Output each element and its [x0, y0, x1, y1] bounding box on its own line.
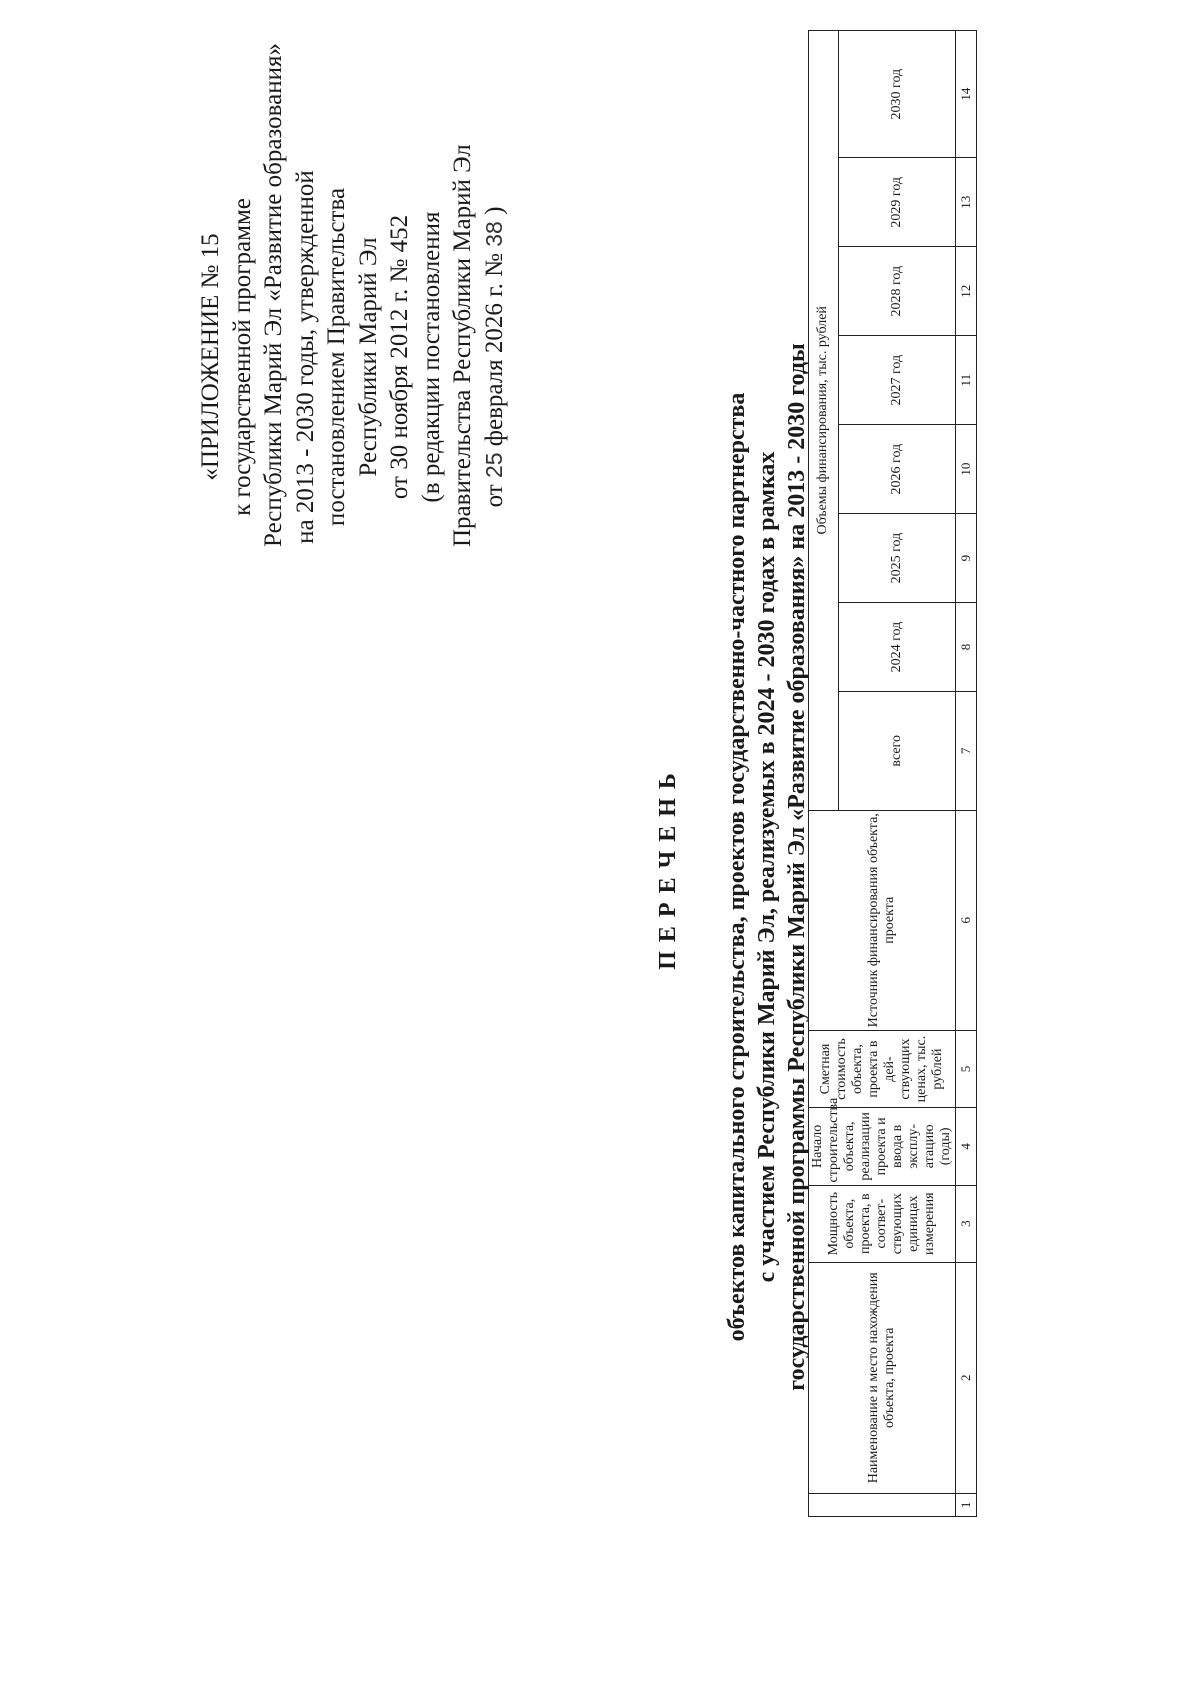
title-line: объектов капитального строительства, проектов государственно-частного партнерства — [724, 392, 750, 1342]
appendix-line: «ПРИЛОЖЕНИЕ № 15 — [197, 233, 224, 481]
appendix-line: на 2013 - 2030 годы, утвержденной — [291, 170, 319, 544]
header-year: 2027 год — [838, 336, 955, 425]
header-year: 2025 год — [838, 514, 955, 603]
table-header-row — [809, 31, 839, 1517]
column-number: 14 — [956, 31, 977, 158]
column-number: 8 — [956, 603, 977, 692]
header-name: Наименование и место нахождения объекта, проекта — [809, 1262, 956, 1493]
date-prefix: от — [480, 484, 508, 508]
header-year: 2026 год — [838, 425, 955, 514]
header-cost: Сметная стоимость объекта, проекта в дей-ствующих ценах, тыс. рублей — [809, 1030, 956, 1107]
column-number: 12 — [956, 247, 977, 336]
column-number: 5 — [956, 1030, 977, 1107]
title-word: ПЕРЕЧЕНЬ — [655, 764, 681, 970]
column-number: 9 — [956, 514, 977, 603]
column-number: 1 — [956, 1493, 977, 1516]
appendix-line: от 30 ноября 2012 г. № 452 — [386, 214, 413, 500]
appendix-line: Республики Марий Эл «Развитие образования» — [260, 43, 287, 547]
column-number: 3 — [956, 1185, 977, 1262]
header-year: 2030 год — [838, 31, 955, 158]
appendix-line: Республики Марий Эл — [354, 237, 382, 477]
title-line: с участием Республики Марий Эл, реализуемых в 2024 - 2030 годах в рамках — [754, 451, 780, 1283]
header-year: 2024 год — [838, 603, 955, 692]
appendix-line: Правительства Республики Марий Эл — [449, 144, 476, 547]
column-number: 2 — [956, 1262, 977, 1493]
date-day: 25 — [480, 452, 507, 479]
column-number: 4 — [956, 1108, 977, 1185]
date-number: 38 — [480, 221, 507, 247]
appendix-line: (в редакции постановления — [417, 211, 445, 503]
column-number: 13 — [956, 158, 977, 247]
document-title — [655, 267, 812, 1467]
appendix-line: постановлением Правительства — [323, 187, 350, 527]
header-source: Источник финансирования объекта, проекта — [809, 810, 956, 1030]
header-year: 2029 год — [838, 158, 955, 247]
objects-table — [808, 30, 977, 1517]
appendix-line: к государственной программе — [228, 198, 256, 516]
column-number: 11 — [956, 336, 977, 425]
column-number: 7 — [956, 692, 977, 811]
column-number: 10 — [956, 425, 977, 514]
header-cell-number — [809, 1493, 956, 1516]
column-number-row — [956, 31, 977, 1517]
header-funding-group: Объемы финансирования, тыс. рублей — [809, 31, 839, 811]
header-capacity: Мощность объекта, проекта, в соответ-ствующих единицах измерения — [809, 1185, 956, 1262]
appendix-header — [195, 43, 510, 547]
header-start: Начало строительства объекта, реализации проекта и ввода в эксплу-атацию (годы) — [809, 1108, 956, 1185]
column-number: 6 — [956, 810, 977, 1030]
header-year: 2028 год — [838, 247, 955, 336]
title-line: государственной программы Республики Марий Эл «Развитие образования» на 2013 - 2030 годы — [784, 343, 810, 1391]
date-month-year: февраля 2026 г. № — [480, 253, 508, 447]
header-total: всего — [838, 692, 955, 811]
appendix-date-line — [479, 167, 511, 547]
date-close: ) — [480, 206, 508, 215]
